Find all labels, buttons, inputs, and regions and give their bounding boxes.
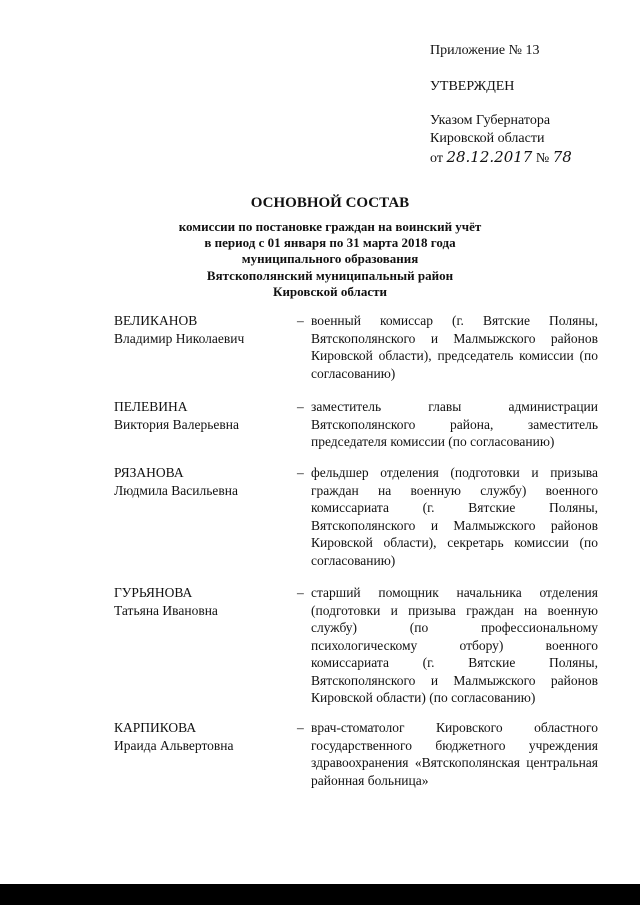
member-name	[114, 398, 289, 433]
member-position: военный комиссар (г. Вятские Поляны, Вятскополянского и Малмыжского районов Кировской области), председатель комиссии (по согласованию)	[311, 313, 598, 381]
document-subtitle	[60, 219, 600, 300]
member-position: старший помощник начальника отделения (подготовки и призыва граждан на военную службу) (по профессиональному психологическому отбору) военного комиссариата (г. Вятские Поляны, Вятскополянского и Малмыжского районов Кировской области) (по согласованию)	[311, 585, 598, 705]
member-dash: –	[297, 465, 304, 480]
member-dash: –	[297, 313, 304, 328]
date-prefix: от	[430, 151, 443, 166]
member-position: фельдшер отделения (подготовки и призыва граждан на военную службу) военного комиссариата (г. Вятские Поляны, Вятскополянского и Малмыжского районов Кировской области), секретарь комиссии (по согласованию)	[311, 465, 598, 568]
member-given-names: Ираида Альвертовна	[114, 737, 234, 753]
decree-line-1: Указом Губернатора	[430, 113, 551, 128]
decree-date-line	[430, 148, 572, 168]
member-surname: ПЕЛЕВИНА	[114, 399, 188, 414]
member-name	[114, 464, 289, 499]
member-given-names: Виктория Валерьевна	[114, 416, 239, 432]
member-surname: РЯЗАНОВА	[114, 465, 184, 480]
member-given-names: Людмила Васильевна	[114, 482, 238, 498]
subtitle-line: в период с 01 января по 31 марта 2018 года	[204, 235, 456, 251]
number-sign: №	[535, 151, 550, 166]
member-given-names: Татьяна Ивановна	[114, 602, 218, 618]
scan-edge-bar	[0, 884, 640, 905]
member-surname: ГУРЬЯНОВА	[114, 585, 193, 600]
member-position: заместитель главы администрации Вятскополянского района, заместитель председателя комиссии (по согласованию)	[311, 399, 598, 449]
member-dash: –	[297, 585, 304, 600]
subtitle-line: Вятскополянский муниципальный район	[206, 267, 454, 283]
decree-line-2: Кировской области	[430, 131, 545, 146]
subtitle-line: муниципального образования	[241, 251, 419, 267]
member-name	[114, 312, 289, 347]
appendix-number: Приложение № 13	[430, 43, 540, 58]
member-given-names: Владимир Николаевич	[114, 330, 245, 346]
subtitle-line: комиссии по постановке граждан на воинский учёт	[178, 219, 482, 234]
member-surname: КАРПИКОВА	[114, 720, 197, 735]
member-name	[114, 719, 289, 754]
approved-label: УТВЕРЖДЕН	[430, 79, 515, 94]
member-dash: –	[297, 720, 304, 735]
member-position: врач-стоматолог Кировского областного государственного бюджетного учреждения здравоохранения «Вятскополянская центральная районная больница»	[311, 720, 598, 788]
handwritten-date: 28.12.2017	[446, 148, 533, 166]
handwritten-number: 78	[552, 148, 572, 166]
member-dash: –	[297, 399, 304, 414]
member-surname: ВЕЛИКАНОВ	[114, 313, 198, 328]
subtitle-line: Кировской области	[273, 283, 387, 299]
document-title: ОСНОВНОЙ СОСТАВ	[250, 195, 410, 211]
member-name	[114, 584, 289, 619]
